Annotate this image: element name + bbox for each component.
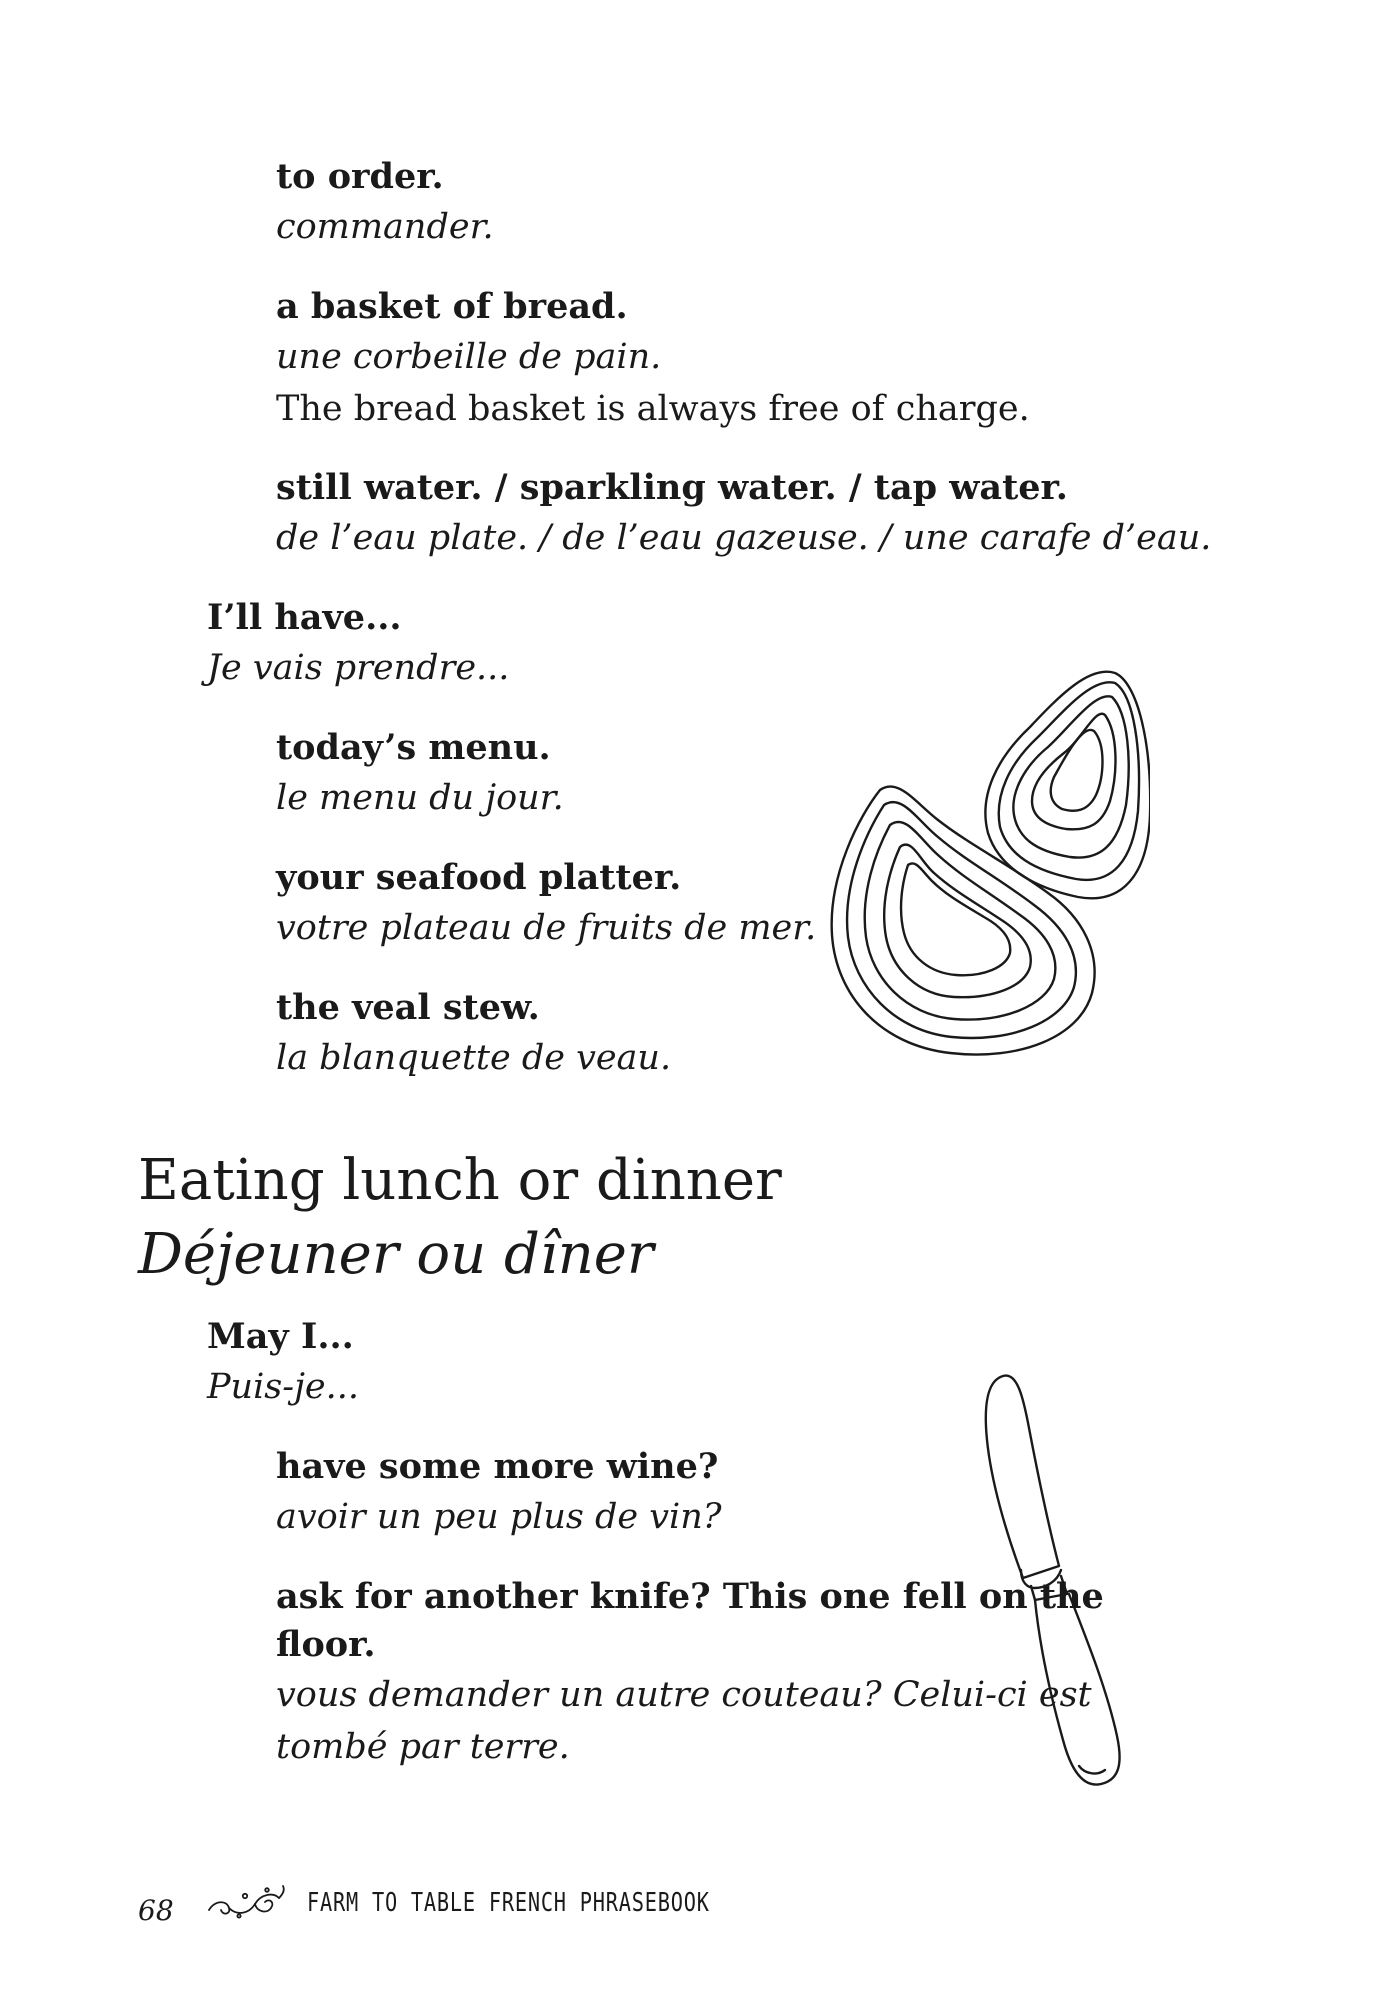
section-title-french: Déjeuner ou dîner: [138, 1222, 654, 1287]
entry-ill-have: [207, 594, 509, 694]
french-phrase: une corbeille de pain.: [276, 337, 662, 377]
french-phrase: le menu du jour.: [276, 778, 564, 818]
entry-todays-menu: [276, 724, 564, 824]
english-phrase: the veal stew.: [276, 987, 540, 1028]
french-phrase-line2: tombé par terre.: [276, 1727, 570, 1767]
english-phrase: still water. / sparkling water. / tap water.: [276, 467, 1068, 508]
butter-knife-illustration: [975, 1370, 1155, 1810]
french-phrase: commander.: [276, 207, 494, 247]
english-phrase: today’s menu.: [276, 727, 551, 768]
english-phrase: a basket of bread.: [276, 286, 628, 327]
entry-basket-of-bread: [276, 283, 1030, 435]
french-phrase: votre plateau de fruits de mer.: [276, 908, 817, 948]
entry-may-i: [207, 1313, 359, 1413]
french-phrase: avoir un peu plus de vin?: [276, 1497, 722, 1537]
french-phrase: de l’eau plate. / de l’eau gazeuse. / une carafe d’eau.: [276, 518, 1212, 558]
english-phrase-line2: floor.: [276, 1624, 376, 1665]
usage-note: The bread basket is always free of charge.: [276, 389, 1030, 429]
french-phrase: Je vais prendre...: [207, 648, 510, 688]
english-phrase: have some more wine?: [276, 1446, 719, 1487]
english-phrase: I’ll have...: [207, 597, 402, 638]
flourish-ornament-icon: [205, 1882, 289, 1922]
oysters-illustration: [820, 665, 1150, 1065]
english-phrase: your seafood platter.: [276, 857, 682, 898]
english-phrase: May I...: [207, 1316, 354, 1357]
book-title: FARM TO TABLE FRENCH PHRASEBOOK: [307, 1888, 710, 1918]
entry-more-wine: [276, 1443, 722, 1543]
french-phrase: Puis-je...: [207, 1367, 360, 1407]
english-phrase: to order.: [276, 156, 444, 197]
entry-seafood-platter: [276, 854, 816, 954]
entry-to-order: [276, 153, 494, 253]
entry-veal-stew: [276, 984, 671, 1084]
page-number: 68: [138, 1894, 174, 1927]
french-phrase: la blanquette de veau.: [276, 1038, 672, 1078]
english-phrase-line1: ask for another knife? This one fell on the: [276, 1576, 1104, 1617]
french-phrase-line1: vous demander un autre couteau? Celui-ci est: [276, 1675, 1092, 1715]
section-title-english: Eating lunch or dinner: [138, 1148, 782, 1213]
entry-water: [276, 464, 1211, 564]
